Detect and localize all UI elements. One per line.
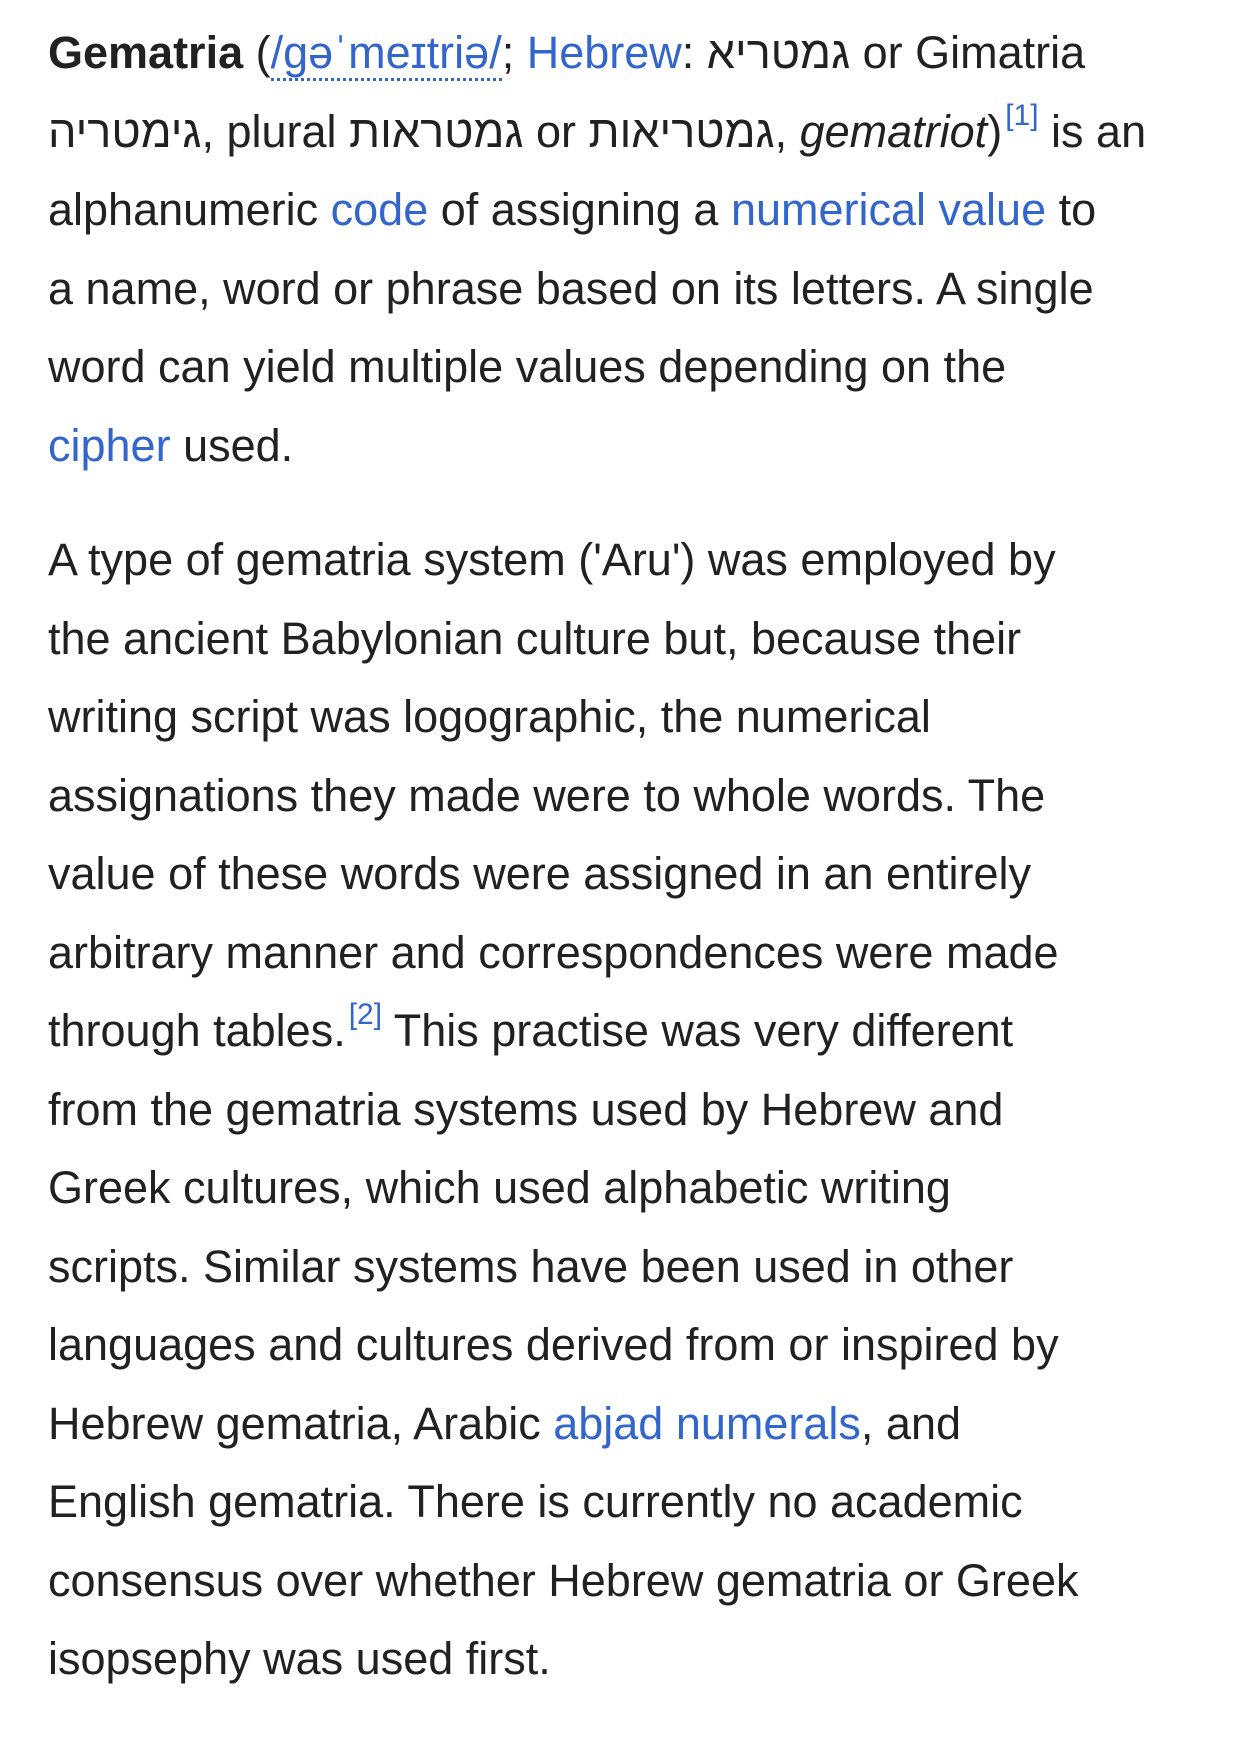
text-fragment: through tables. (48, 1005, 346, 1056)
history-line-4: assignations they made were to whole words. The (48, 769, 1046, 821)
text-fragment: or Gimatria (850, 27, 1086, 78)
history-line-6: arbitrary manner and correspondences were made (48, 926, 1059, 978)
hebrew-plural-1: גמטראות (349, 105, 524, 157)
history-line-7 (48, 992, 1213, 1071)
reference-2-link[interactable]: [2] (348, 998, 383, 1032)
history-line-14: consensus over whether Hebrew gematria or Greek (48, 1554, 1079, 1606)
intro-line-1 (48, 14, 1213, 93)
intro-line-2 (48, 93, 1213, 172)
history-line-3: writing script was logographic, the numerical (48, 691, 931, 742)
hebrew-language-link[interactable]: Hebrew (526, 27, 682, 78)
intro-line-6 (48, 407, 1213, 486)
history-line-1: A type of gematria system ('Aru') was employed by (48, 534, 1056, 585)
intro-paragraph (48, 14, 1213, 485)
cipher-link[interactable]: cipher (48, 419, 171, 471)
history-line-13: English gematria. There is currently no academic (48, 1476, 1023, 1527)
text-fragment: ( (243, 27, 271, 78)
hebrew-plural-2: גמטריאות (588, 105, 775, 157)
text-fragment: ) (987, 105, 1003, 157)
text-fragment: , plural (201, 105, 350, 157)
history-line-2: the ancient Babylonian culture but, because their (48, 612, 1022, 664)
text-fragment: , and (860, 1397, 961, 1449)
history-line-15: isopsephy was used first. (48, 1633, 551, 1684)
term-gematria: Gematria (48, 27, 244, 78)
intro-line-3 (48, 171, 1213, 250)
article-body (48, 14, 1213, 1699)
ipa-pronunciation-link[interactable]: /ɡəˈmeɪtriə/ (271, 27, 502, 81)
history-line-10: scripts. Similar systems have been used in other (48, 1240, 1014, 1292)
text-fragment: This practise was very different (382, 1005, 1014, 1056)
intro-line-4: a name, word or phrase based on its letters. A single (48, 262, 1094, 314)
reference-1-link[interactable]: [1] (1005, 98, 1039, 132)
history-line-12 (48, 1385, 1213, 1464)
text-fragment: to (1046, 184, 1097, 235)
code-link[interactable]: code (330, 184, 429, 235)
abjad-numerals-link[interactable]: abjad numerals (553, 1397, 861, 1449)
term-gematriot: gematriot (799, 105, 988, 157)
text-fragment: : (681, 27, 707, 78)
text-fragment: is an (1038, 105, 1147, 157)
history-paragraph (48, 521, 1213, 1699)
history-line-11: languages and cultures derived from or inspired by (48, 1319, 1059, 1370)
text-fragment: , (774, 105, 800, 157)
hebrew-word-gematria: גמטריא (706, 27, 851, 78)
numerical-value-link[interactable]: numerical value (730, 184, 1047, 235)
history-line-5: value of these words were assigned in an entirely (48, 848, 1032, 899)
hebrew-word-gimatria: גימטריה (48, 105, 202, 157)
text-fragment: of assigning a (428, 184, 731, 235)
text-fragment: alphanumeric (48, 184, 331, 235)
text-fragment: ; (501, 27, 527, 78)
history-line-8: from the gematria systems used by Hebrew and (48, 1083, 1004, 1135)
text-fragment: used. (170, 419, 294, 471)
text-fragment: Hebrew gematria, Arabic (48, 1397, 554, 1449)
text-fragment: or (523, 105, 589, 157)
intro-line-5: word can yield multiple values depending on the (48, 341, 1007, 392)
history-line-9: Greek cultures, which used alphabetic writing (48, 1162, 951, 1213)
